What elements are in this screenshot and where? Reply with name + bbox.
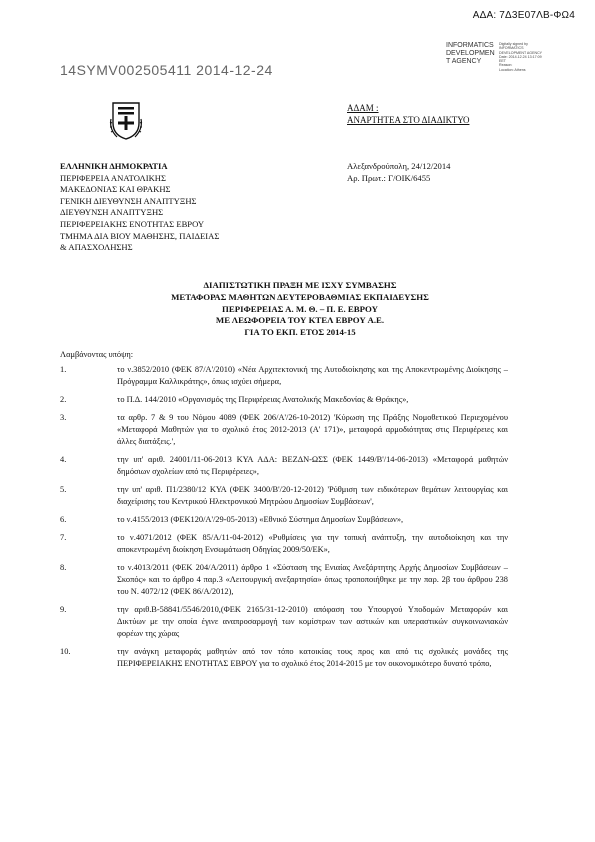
item-text: το ν.4155/2013 (ΦΕΚ120/Α'/29-05-2013) «Εθνικό Σύστημα Δημοσίων Συμβάσεων», <box>117 515 404 524</box>
signature-line: Digitally signed by <box>499 42 528 46</box>
signature-line: INFORMATICS <box>499 46 524 51</box>
list-item <box>60 484 508 508</box>
document-title <box>60 280 540 339</box>
title-line: ΓΙΑ ΤΟ ΕΚΠ. ΕΤΟΣ 2014-15 <box>244 327 356 338</box>
list-item <box>60 604 508 640</box>
item-text: το ν.4071/2012 (ΦΕΚ 85/Α/11-04-2012) «Ρυθμίσεις για την τοπική ανάπτυξη, την αυτοδιοίκηση και την αποκεντρωμένη διοίκηση Ενσωμάτωση Οδηγίας 2009/50/ΕΚ», <box>117 533 508 554</box>
item-text: το ν.4013/2011 (ΦΕΚ 204/Α/2011) άρθρο 1 «Σύσταση της Ενιαίας Ανεξάρτητης Αρχής Δημοσίων Συμβάσεων – Σκοπός» και το άρθρο 4 παρ.3 «Λειτουργική ανεξαρτησία» όπως τροποποιήθηκε με την παρ. 2β του άρθρου 238 του Ν. 4072/12 (ΦΕΚ 86/Α/2012), <box>117 563 508 596</box>
signature-line: EET <box>499 59 506 64</box>
item-number: 4. <box>60 455 67 464</box>
place-date-block <box>347 161 450 184</box>
item-text: την αριθ.Β-58841/5546/2010,(ΦΕΚ 2165/31-12-2010) απόφαση του Υπουργού Υποδομών Μεταφορών και Δικτύων με την οποία έγινε αναπροσαρμογή των κομίστρων των αστικών και υπεραστικών συγκοινωνιακών φορέων της χώρας <box>117 605 508 638</box>
item-text: το Π.Δ. 144/2010 «Οργανισμός της Περιφέρειας Ανατολικής Μακεδονίας & Θράκης», <box>117 395 409 404</box>
item-number: 6. <box>60 515 67 524</box>
list-item <box>60 514 508 526</box>
sender-line: ΤΜΗΜΑ ΔΙΑ ΒΙΟΥ ΜΑΘΗΣΗΣ, ΠΑΙΔΕΙΑΣ <box>60 230 220 241</box>
title-line: ΜΕΤΑΦΟΡΑΣ ΜΑΘΗΤΩΝ ΔΕΥΤΕΡΟΒΑΘΜΙΑΣ ΕΚΠΑΙΔΕΥΣΗΣ <box>171 291 429 302</box>
list-item <box>60 412 508 448</box>
title-line: ΜΕ ΛΕΩΦΟΡΕΙΑ ΤΟΥ ΚΤΕΛ ΕΒΡΟΥ Α.Ε. <box>215 315 385 326</box>
document-code: 14SYMV002505411 2014-12-24 <box>60 62 273 78</box>
list-item <box>60 646 508 670</box>
title-line: ΔΙΑΠΙΣΤΩΤΙΚΗ ΠΡΑΞΗ ΜΕ ΙΣΧΥ ΣΥΜΒΑΣΗΣ <box>203 280 397 290</box>
sender-line: & ΑΠΑΣΧΟΛΗΣΗΣ <box>60 242 133 253</box>
item-number: 10. <box>60 647 71 656</box>
agency-stamp-line: DEVELOPMEN <box>446 50 495 57</box>
place-date: Αλεξανδρούπολη, 24/12/2014 <box>347 161 451 171</box>
agency-stamp <box>446 42 498 66</box>
item-text: τα αρθρ. 7 & 9 του Νόμου 4089 (ΦΕΚ 206/Α'/26-10-2012) 'Κύρωση της Πράξης Νομοθετικού Περιεχομένου «Μεταφορά Μαθητών για το σχολικό έτος 2012-2013 (Α' 171)», μεταφορά αρμοδιότητας στις Περιφέρειες και άλλες διατάξεις.', <box>117 413 508 446</box>
list-item <box>60 364 508 388</box>
agency-stamp-line: INFORMATICS <box>446 42 494 49</box>
item-number: 2. <box>60 395 67 404</box>
signature-line: Date: 2014.12.24 13:17:09 <box>499 54 542 59</box>
ada-code: ΑΔΑ: 7Δ3Ε07ΛΒ-ΦΩ4 <box>472 10 575 21</box>
sender-line: ΜΑΚΕΔΟΝΙΑΣ ΚΑΙ ΘΡΑΚΗΣ <box>60 184 171 195</box>
signature-line: Reason: <box>499 63 513 68</box>
signature-line: DEVELOPMENT AGENCY <box>499 50 543 55</box>
publish-online-label: ΑΝΑΡΤΗΤΕΑ ΣΤΟ ΔΙΑΔΙΚΤΥΟ <box>347 115 470 125</box>
item-number: 7. <box>60 533 67 542</box>
list-item <box>60 454 508 478</box>
sender-line: ΠΕΡΙΦΕΡΕΙΑΚΗΣ ΕΝΟΤΗΤΑΣ ΕΒΡΟΥ <box>60 218 205 229</box>
sender-line: ΔΙΕΥΘΥΝΣΗ ΑΝΑΠΤΥΞΗΣ <box>60 207 164 218</box>
item-text: την υπ' αριθ. 24001/11-06-2013 ΚΥΑ ΑΔΑ: ΒΕΖΔΝ-ΩΣΣ (ΦΕΚ 1449/Β'/14-06-2013) «Μεταφορά μαθητών δημόσιων σχολείων από τις Περιφέρειες», <box>117 455 508 476</box>
sender-block <box>60 161 219 254</box>
list-item <box>60 394 508 406</box>
digital-signature <box>499 42 579 72</box>
sender-line: ΓΕΝΙΚΗ ΔΙΕΥΘΥΝΣΗ ΑΝΑΠΤΥΞΗΣ <box>60 195 197 206</box>
sender-line: ΕΛΛΗΝΙΚΗ ΔΗΜΟΚΡΑΤΙΑ <box>60 161 168 171</box>
list-item <box>60 532 508 556</box>
adam-label: ΑΔΑΜ : <box>347 103 379 113</box>
item-text: το ν.3852/2010 (ΦΕΚ 87/Α'/2010) «Νέα Αρχιτεκτονική της Αυτοδιοίκησης και της Αποκεντρωμένης Διοίκησης – Πρόγραμμα Καλλικράτης», όπως ισχύει σήμερα, <box>117 365 508 386</box>
item-text: την υπ' αριθ. Π1/2380/12 ΚΥΑ (ΦΕΚ 3400/Β'/20-12-2012) 'Ρύθμιση των ειδικότερων θεμάτων λειτουργίας και διαχείρισης του Κεντρικού Ηλεκτρονικού Μητρώου Δημοσίων Συμβάσεων', <box>117 485 508 506</box>
item-text: την ανάγκη μεταφοράς μαθητών από τον τόπο κατοικίας τους προς και από τις σχολικές μονάδες της ΠΕΡΙΦΕΡΕΙΑΚΗΣ ΕΝΟΤΗΤΑΣ ΕΒΡΟΥ για το σχολικό έτος 2014-2015 με τον οικονομικότερο δυνατό τρόπο, <box>117 647 508 668</box>
sender-line: ΠΕΡΙΦΕΡΕΙΑ ΑΝΑΤΟΛΙΚΗΣ <box>60 172 166 183</box>
agency-stamp-line: T AGENCY <box>446 58 482 65</box>
protocol-number: Αρ. Πρωτ.: Γ/ΟΙΚ/6455 <box>347 172 431 183</box>
greek-emblem-icon <box>109 99 143 141</box>
item-number: 8. <box>60 563 67 572</box>
intro-text: Λαμβάνοντας υπόψη: <box>60 350 134 359</box>
item-number: 3. <box>60 413 67 422</box>
item-number: 5. <box>60 485 67 494</box>
list-item <box>60 562 508 598</box>
item-number: 1. <box>60 365 67 374</box>
item-number: 9. <box>60 605 67 614</box>
adam-block <box>347 102 469 126</box>
considerations-list <box>60 364 508 676</box>
signature-line: Location: Athens <box>499 67 526 72</box>
title-line: ΠΕΡΙΦΕΡΕΙΑΣ Α. Μ. Θ. – Π. Ε. ΕΒΡΟΥ <box>221 303 379 314</box>
